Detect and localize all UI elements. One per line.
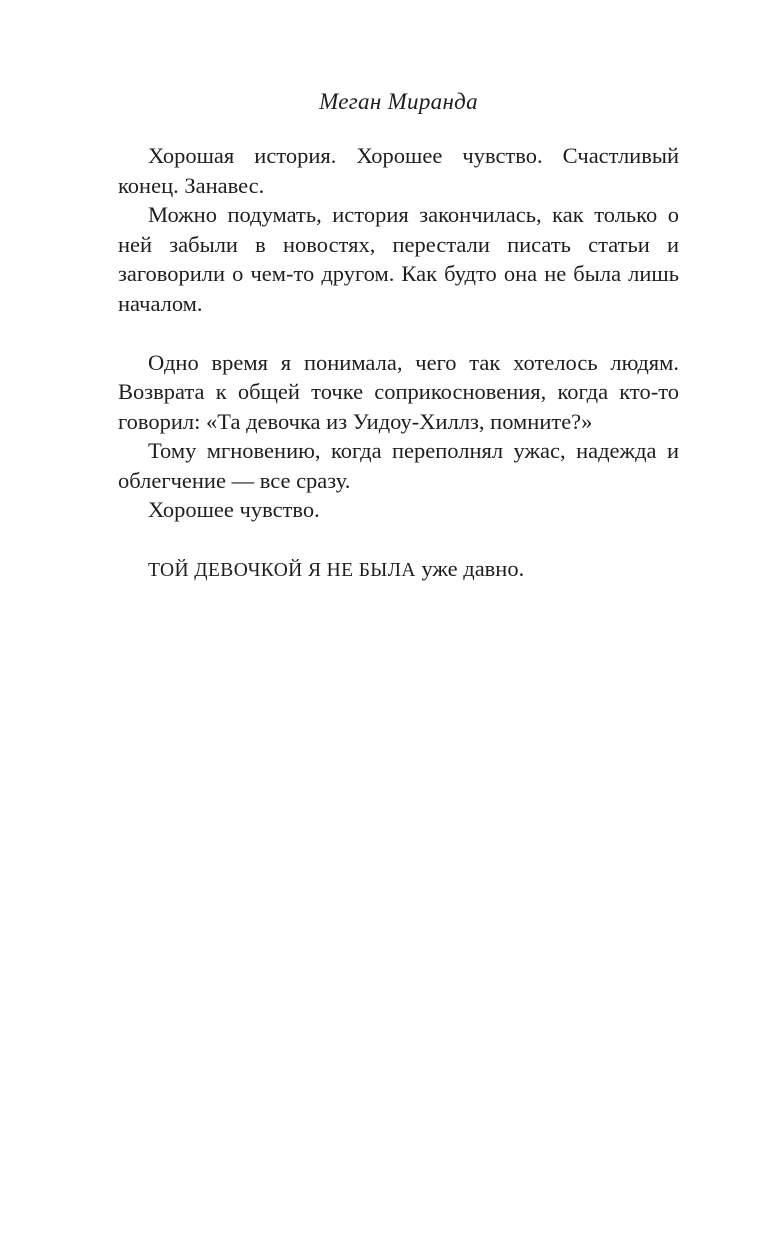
paragraph-3: Одно время я понимала, чего так хотелось людям. Возврата к общей точке соприкосновения, когда кто-то говорил: «Та девочка из Уидоу-Хиллз, помните?» (118, 349, 679, 434)
paragraph-1: Хорошая история. Хорошее чувство. Счастливый конец. Занавес. (118, 143, 679, 198)
section-break (118, 525, 679, 555)
paragraph-2: Можно подумать, история закончилась, как только о ней забыли в новостях, перестали писать статьи и заговорили о чем-то другом. Как будто она не была лишь началом. (118, 202, 679, 316)
paragraph-6 (118, 554, 679, 586)
paragraph-5: Хорошее чувство. (148, 497, 320, 522)
paragraph-6-rest: уже давно. (415, 556, 525, 581)
section-break (118, 318, 679, 348)
book-page (118, 84, 679, 586)
paragraph-4: Тому мгновению, когда переполнял ужас, надежда и облегчение — все сразу. (118, 438, 679, 493)
smallcaps-lead-in: ТОЙ ДЕВОЧКОЙ Я НЕ БЫЛА (148, 560, 416, 581)
running-header-author: Меган Миранда (319, 89, 478, 114)
